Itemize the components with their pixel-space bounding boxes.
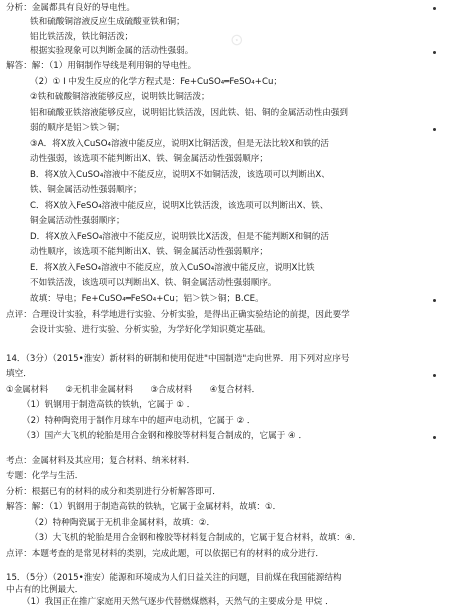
text-line: 会设计实验、进行实验、分析实验，为学好化学知识奠定基础。 — [30, 325, 271, 335]
paragraph-mark — [433, 299, 436, 302]
paragraph-mark — [433, 7, 436, 10]
analysis-heading: 分析：金属都具有良好的导电性。 — [6, 3, 135, 13]
text-line: 不如铁活泼，该选项可以判断出X、铁、铜金属活动性强弱顺序。 — [30, 278, 277, 288]
text-line: 弱的顺序是铝＞铁＞铜； — [30, 123, 125, 133]
text-line: 铝比铁活泼，铁比铜活泼； — [30, 32, 134, 42]
text-line: ③A．将X放入CuSO₄溶液中能反应，说明X比铜活泼，但是无法比较X和铁的活 — [30, 139, 329, 149]
comment-heading: 点评：本题考查的是常见材料的类别，完成此题，可以依据已有的材料的成分进行． — [6, 549, 324, 559]
paragraph-mark — [433, 436, 436, 439]
text-line: （1）钒钢用于制造高铁的铁轨，它属于 ① ． — [22, 400, 196, 410]
text-line: ②铁和硫酸铜溶液能够反应，说明铁比铜活泼； — [30, 92, 210, 102]
text-line: （3）大飞机的轮胎是用合金钢和橡胶等材料复合制成的，它属于复合材料，故填：④． — [30, 533, 362, 543]
paragraph-mark — [433, 374, 436, 377]
text-line: D．将X放入FeSO₄溶液中不能反应，说明铁比X活泼，但是不能判断X和铜的活 — [30, 232, 329, 242]
watermark: ⊙ — [227, 28, 246, 51]
topic-line: 专题：化学与生活． — [6, 471, 84, 481]
material-options: ①金属材料 ②无机非金属材料 ③合成材料 ④复合材料． — [6, 385, 261, 395]
text-line: 故填：导电；Fe+CuSO₄═FeSO₄+Cu；铝＞铁＞铜；B.CE。 — [30, 294, 264, 304]
paragraph-mark — [433, 128, 436, 131]
text-line: 铜金属活动性强弱顺序； — [30, 216, 125, 226]
text-line: （2）特种陶瓷属于无机非金属材料，故填：②． — [30, 518, 216, 528]
text-line: 动性顺序，该选项不能判断出X、铁、铜金属活动性强弱顺序； — [30, 247, 268, 257]
text-line: C．将X放入FeSO₄溶液中能反应，说明X比铁活泼，该选项可以判断出X、铁、 — [30, 201, 329, 211]
text-line: 中占有的比例最大． — [6, 585, 84, 595]
analysis-heading: 分析：根据已有的材料的成分和类别进行分析解答即可． — [6, 487, 221, 497]
text-line: 铁和硫酸铜溶液反应生成硫酸亚铁和铜； — [30, 17, 185, 27]
text-line: 根据实验现象可以判断金属的活动性强弱。 — [30, 46, 194, 56]
examination-point: 考点：金属材料及其应用；复合材料、纳米材料． — [6, 456, 196, 466]
comment-heading: 点评：合理设计实验，科学地进行实验、分析实验，是得出正确实验结论的前提，因此要学 — [6, 310, 350, 320]
text-line: （3）国产大飞机的轮胎是用合金钢和橡胶等材料复合制成的，它属于 ④ ． — [22, 431, 308, 441]
answer-heading: 解答：解：（1）钒钢用于制造高铁的铁轨，它属于金属材料，故填：①． — [6, 502, 282, 512]
answer-heading: 解答：解：（1）用铜制作导线是利用铜的导电性。 — [6, 61, 197, 71]
text-line: 动性强弱，该选项不能判断出X、铁、铜金属活动性强弱顺序； — [30, 154, 268, 164]
text-line: 填空． — [6, 369, 32, 379]
text-line: （2）特种陶瓷用于制作月球车中的超声电动机，它属于 ② ． — [22, 416, 256, 426]
text-line: （2）① I 中发生反应的化学方程式是：Fe+CuSO₄═FeSO₄+Cu； — [30, 77, 282, 87]
question-14-header: 14．（3分）（2015•淮安）新材料的研制和使用促进"中国制造"走向世界．用下列对应序号 — [6, 354, 350, 364]
text-line: E．将X放入FeSO₄溶液中不能反应，放入CuSO₄溶液中能反应，说明X比铁 — [30, 263, 315, 273]
text-line: （1）我国正在推广家庭用天然气逐步代替燃煤燃料，天然气的主要成分是 甲烷 ． — [22, 597, 334, 607]
paragraph-mark — [433, 51, 436, 54]
text-line: B．将X放入CuSO₄溶液中不能反应，说明X不如铜活泼，该选项可以判断出X、 — [30, 170, 330, 180]
text-line: 铁、铜金属活动性强弱顺序； — [30, 185, 142, 195]
text-line: 铝和硫酸亚铁溶液能够反应，说明铝比铁活泼，因此铁、铝、铜的金属活动性由强到 — [30, 108, 348, 118]
question-15-header: 15．（5分）（2015•淮安）能源和环境成为人们日益关注的问题，目前煤在我国能源结构 — [6, 573, 342, 583]
